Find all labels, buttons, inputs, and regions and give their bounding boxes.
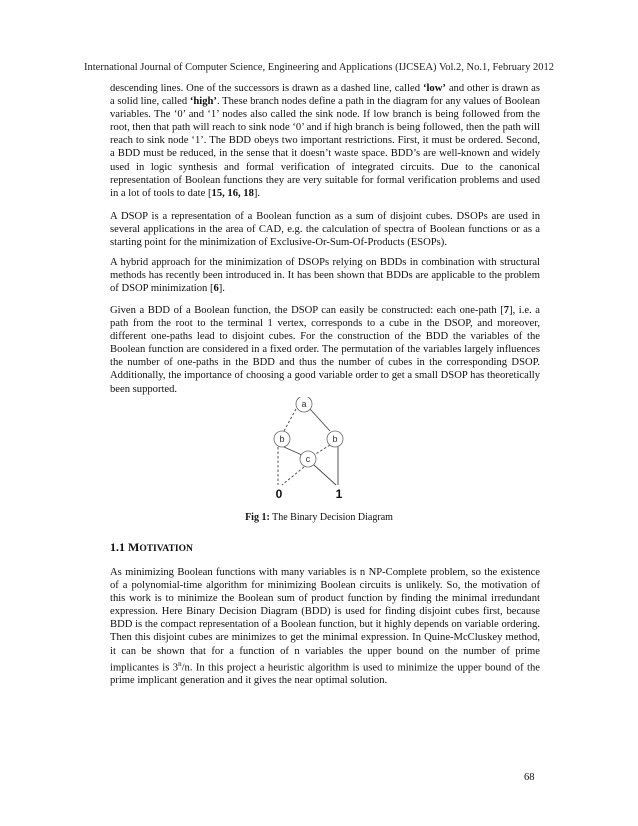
node-b-right-label: b xyxy=(332,434,338,444)
p5-text-1: As minimizing Boolean functions with many variables is n NP-Complete problem, so the existence of a polynomial-time algorithm for minimizing Boolean circuits is unlikely. So, the motivation of this work is to minimize the Boolean sum of product function by finding the minimal irredundant expression. Here Binary Decision Diagram (BDD) is used for finding disjoint cubes first, because BDD is the compact representation of a Boolean function, but it highly depends on variable ordering. Then this disjoint cubes are minimizes to get the minimal expression. In Quine-McCluskey method, it can be shown that for a function of n variables the upper bound on the number of prime implicantes is 3 xyxy=(110,567,540,674)
node-c-label: c xyxy=(305,454,311,464)
bdd-figure xyxy=(262,397,372,503)
p1-text-3: . These branch nodes define a path in the diagram for any values of Boolean variables. The ‘0’ and ‘1’ nodes also called the sink node. If low branch is being followed from the root, then that path will reach to sink node ‘0’ and if high branch is being followed, then the path will reach to sink node ‘1’. The BDD obeys two important restrictions. First, it must be ordered. Second, a BDD must be reduced, in the sense that it doesn’t waste space. BDD’s are well-known and widely used in logic synthesis and formal verification of integrated circuits. Due to the canonical representation of Boolean functions they are very suitable for formal verification problems and used in a lot of tools to date [ xyxy=(110,96,540,199)
p4-text-2: ], i.e. a path from the root to the terminal 1 vertex, corresponds to a cube in the DSOP, and moreover, different one-paths lead to disjoint cubes. For the construction of the BDD the variables of the Boolean function are considered in a fixed order. The permutation of the variables largely influences the number of one-paths in the BDD and thus the number of cubes in the corresponding DSOP. Additionally, the importance of choosing a good variable order to get a small DSOP has theoretically been supported. xyxy=(110,305,540,395)
p1-text-1: descending lines. One of the successors is drawn as a dashed line, called xyxy=(110,83,423,94)
figure-caption-text: The Binary Decision Diagram xyxy=(269,512,393,523)
edge-b-right-c-low xyxy=(314,445,330,455)
running-header: International Journal of Computer Science, Engineering and Applications (IJCSEA) Vol.2, No.1, February 2012 xyxy=(84,62,554,73)
page-number: 68 xyxy=(524,772,535,783)
sink-one: 1 xyxy=(335,487,343,501)
low-term: ‘low’ xyxy=(422,83,446,94)
section-title-rest: OTIVATION xyxy=(139,544,193,554)
p1-text-4: ]. xyxy=(253,187,261,199)
edge-c-one-high xyxy=(314,465,336,485)
section-number: 1.1 xyxy=(110,540,128,554)
citation-ref-6: 6 xyxy=(213,283,219,295)
node-a-label: a xyxy=(301,399,307,409)
node-b-left-label: b xyxy=(279,434,285,444)
citation-refs: 15, 16, 18 xyxy=(211,187,254,199)
p5-text-2: /n. In this project a heuristic algorithm is used to minimize the upper bound of the prime implicant generation and it gives the near optimal solution. xyxy=(110,662,540,687)
p3-text-2: ]. xyxy=(218,283,225,295)
edge-a-b-left-low xyxy=(284,409,296,431)
p2-text: A DSOP is a representation of a Boolean function as a sum of disjoint cubes. DSOPs are used in several applications in the area of CAD, e.g. the calculation of spectra of Boolean functions or as a starting point for the minimization of Exclusive-Or-Sum-Of-Products (ESOPs). xyxy=(110,211,540,249)
p4-text-1: Given a BDD of a Boolean function, the DSOP can easily be constructed: each one-path [ xyxy=(110,305,504,316)
paragraph-bdd-dsop-construction xyxy=(110,304,540,396)
high-term: ‘high’ xyxy=(189,96,217,108)
p1-text-2: and other is drawn as a solid line, called xyxy=(110,83,541,108)
section-heading-motivation xyxy=(110,540,193,555)
edge-b-left-c-high xyxy=(284,447,302,455)
paragraph-motivation xyxy=(110,566,540,687)
section-title-first: M xyxy=(128,540,140,554)
paragraph-dsop-definition xyxy=(110,210,540,249)
paragraph-bdd-description xyxy=(110,82,540,200)
figure-caption-label: Fig 1: xyxy=(245,512,270,523)
p5-superscript: n xyxy=(178,659,182,668)
paragraph-hybrid-approach xyxy=(110,256,540,295)
p3-text-1: A hybrid approach for the minimization of DSOPs relying on BDDs in combination with structural methods has recently been introduced in. It has been shown that BDDs are applicable to the problem of DSOP minimization [ xyxy=(110,257,540,295)
citation-ref-7: 7 xyxy=(503,305,510,316)
bdd-diagram xyxy=(262,397,372,503)
edge-a-b-right-high xyxy=(310,409,330,431)
figure-caption xyxy=(0,512,638,523)
sink-zero: 0 xyxy=(275,487,283,501)
edge-c-zero-low xyxy=(282,467,304,485)
